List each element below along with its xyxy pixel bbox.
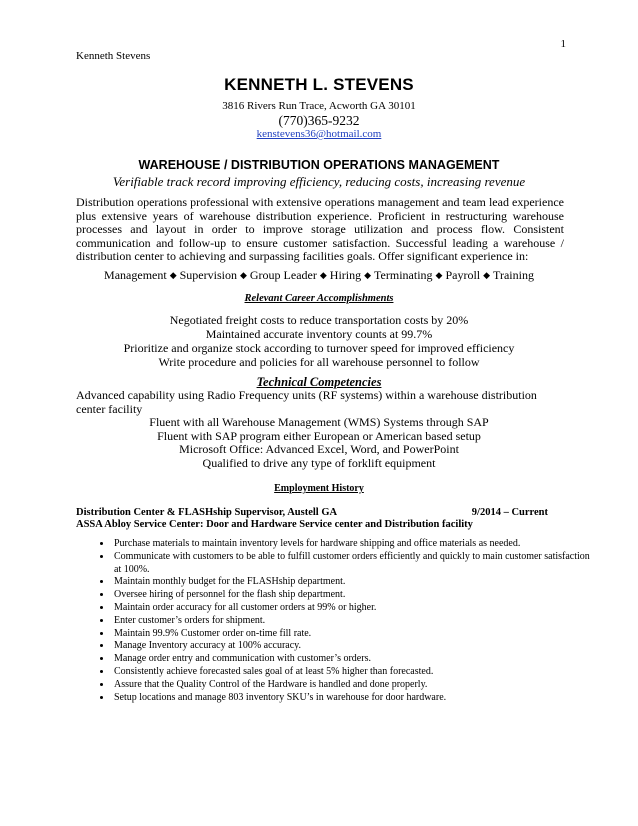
- resume-title: WAREHOUSE / DISTRIBUTION OPERATIONS MANAGEMENT: [138, 158, 500, 172]
- list-item: • Manage Inventory accuracy at 100% accuracy.: [112, 640, 592, 653]
- skills-line: [0, 268, 638, 283]
- job-dates: 9/2014 – Current: [471, 507, 548, 518]
- resume-subtitle: Verifiable track record improving efficiency, reducing costs, increasing revenue: [112, 174, 526, 189]
- skill-item: Payroll: [445, 268, 481, 282]
- skill-item: Training: [493, 268, 534, 282]
- competency-item: Qualified to drive any type of forklift equipment: [202, 455, 436, 470]
- list-item: • Communicate with customers to be able to fulfill customer orders efficiently and quickly to main customer satisfaction at 100%.: [112, 551, 592, 577]
- running-header: Kenneth Stevens: [76, 50, 151, 62]
- diamond-separator-icon: ◆: [435, 270, 443, 280]
- list-item: • Manage order entry and communication with customer’s orders.: [112, 653, 592, 666]
- candidate-name: KENNETH L. STEVENS: [224, 75, 414, 94]
- address: 3816 Rivers Run Trace, Acworth GA 30101: [222, 100, 416, 112]
- skill-item: Management: [104, 268, 167, 282]
- page-number: 1: [560, 38, 566, 50]
- employment-heading: Employment History: [274, 483, 364, 494]
- competency-item: Microsoft Office: Advanced Excel, Word, and PowerPoint: [179, 442, 459, 456]
- list-item: • Setup locations and manage 803 inventory SKU’s in warehouse for door hardware.: [112, 692, 592, 705]
- summary-paragraph: Distribution operations professional with extensive operations management and team lead experience plus extensive years of warehouse distribution experience. Proficient in restructuring warehouse processes and layout in order to improve storage utilization and process flow. Consistent communication and follow-up to ensure customer satisfaction. Successful leading a warehouse / distribution center to achieving and surpassing facilities goals. Offer significant experience in:: [76, 195, 564, 263]
- list-item: • Oversee hiring of personnel for the flash ship department.: [112, 589, 592, 602]
- job-title-line: [76, 507, 564, 518]
- list-item: • Maintain monthly budget for the FLASHship department.: [112, 576, 592, 589]
- list-item: • Purchase materials to maintain inventory levels for hardware shipping and office materials as needed.: [112, 538, 592, 551]
- competency-item: Fluent with SAP program either European or American based setup: [157, 428, 481, 443]
- skill-item: Supervision: [179, 268, 237, 282]
- list-item: • Enter customer’s orders for shipment.: [112, 615, 592, 628]
- skill-item: Group Leader: [249, 268, 317, 282]
- list-item: • Assure that the Quality Control of the Hardware is handled and done properly.: [112, 679, 592, 692]
- accomplishment-item: Negotiated freight costs to reduce transportation costs by 20%: [169, 313, 469, 327]
- competencies-heading: Technical Competencies: [256, 375, 382, 389]
- diamond-separator-icon: ◆: [169, 270, 177, 280]
- accomplishments-list: [0, 313, 638, 369]
- skill-item: Hiring: [329, 268, 362, 282]
- accomplishment-item: Maintained accurate inventory counts at 99.7%: [205, 327, 433, 341]
- list-item: • Maintain 99.9% Customer order on-time fill rate.: [112, 628, 592, 641]
- competency-item: Fluent with all Warehouse Management (WMS) Systems through SAP: [149, 415, 489, 429]
- diamond-separator-icon: ◆: [319, 270, 327, 280]
- phone: (770)365-9232: [278, 113, 360, 128]
- accomplishments-heading: Relevant Career Accomplishments: [244, 293, 394, 304]
- accomplishment-item: Prioritize and organize stock according to turnover speed for improved efficiency: [123, 341, 515, 355]
- list-item: • Consistently achieve forecasted sales goal of at least 5% higher than forecasted.: [112, 666, 592, 679]
- job-duties-list: [76, 538, 592, 704]
- skill-item: Terminating: [374, 268, 433, 282]
- diamond-separator-icon: ◆: [239, 270, 247, 280]
- competencies-list: [0, 416, 638, 470]
- list-item: • Maintain order accuracy for all customer orders at 99% or higher.: [112, 602, 592, 615]
- email-link[interactable]: kenstevens36@hotmail.com: [256, 128, 382, 140]
- job-title: Distribution Center & FLASHship Supervisor, Austell GA: [76, 507, 338, 518]
- competency-item: Advanced capability using Radio Frequency units (RF systems) within a warehouse distribution center facility: [76, 388, 537, 416]
- diamond-separator-icon: ◆: [364, 270, 372, 280]
- job-company: ASSA Abloy Service Center: Door and Hardware Service center and Distribution facility: [76, 519, 473, 530]
- accomplishment-item: Write procedure and policies for all warehouse personnel to follow: [158, 355, 480, 369]
- diamond-separator-icon: ◆: [483, 270, 491, 280]
